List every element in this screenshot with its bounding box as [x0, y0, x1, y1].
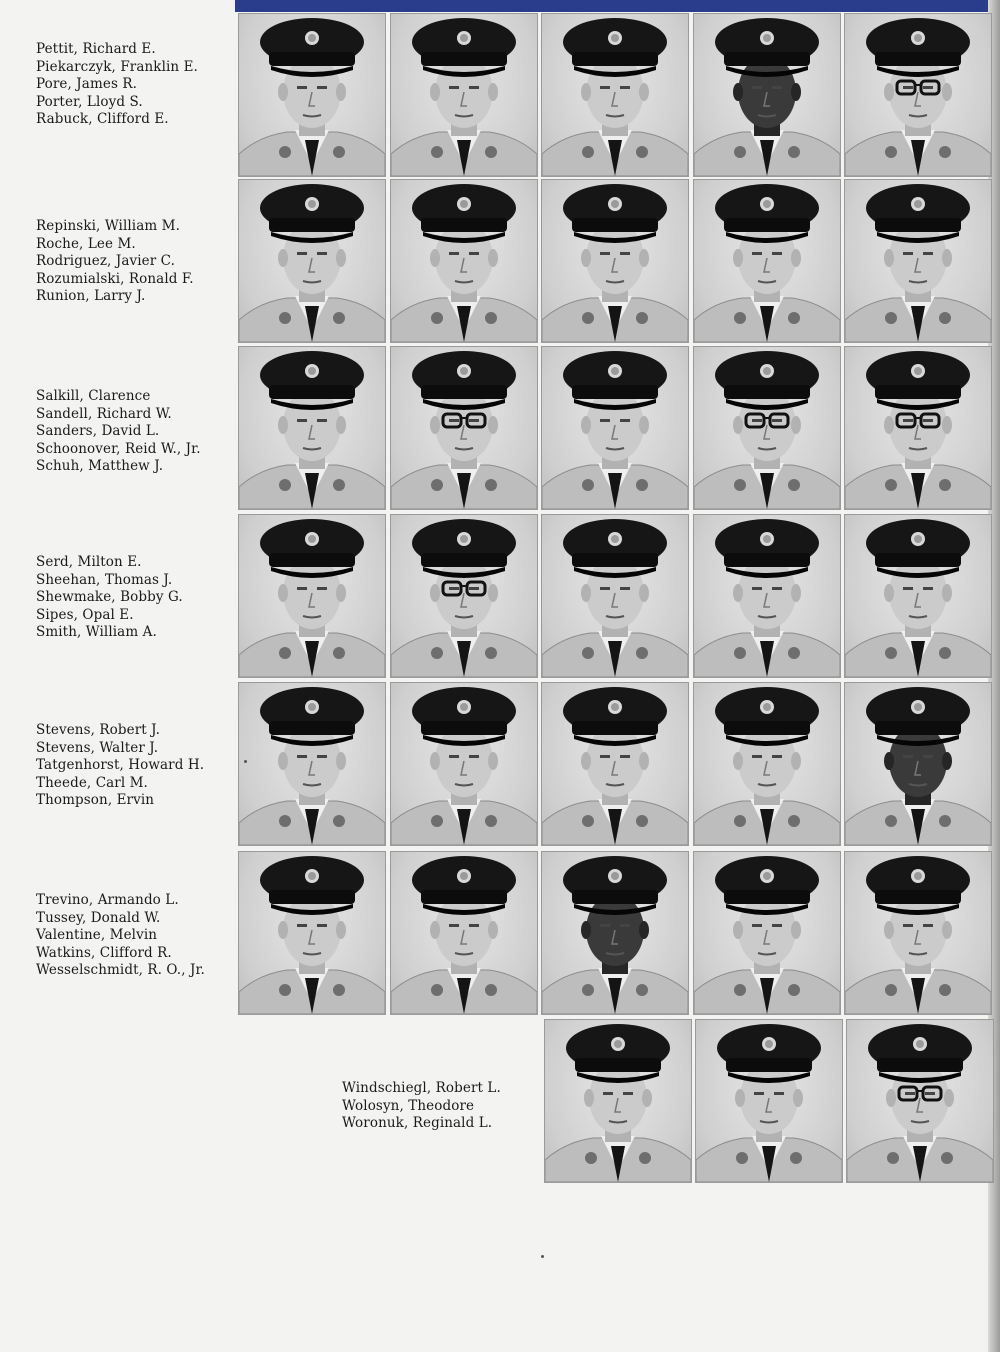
portrait-photo [693, 514, 841, 678]
name: Stevens, Walter J. [36, 739, 159, 756]
portrait-photo [238, 514, 386, 678]
name: Salkill, Clarence [36, 388, 151, 404]
name: Tussey, Donald W. [36, 909, 161, 926]
name: Runion, Larry J. [36, 288, 146, 305]
name-list-row-5 [36, 722, 204, 810]
portrait-photo [541, 851, 689, 1015]
name: Piekarczyk, Franklin E. [36, 58, 198, 75]
print-speck [541, 1255, 544, 1258]
name: Stevens, Robert J. [36, 722, 161, 738]
name: Sandell, Richard W. [36, 405, 172, 422]
name-list-row-4 [36, 554, 183, 642]
name-list-row-1 [36, 41, 198, 129]
portrait-photo [390, 851, 538, 1015]
portrait-photo [390, 514, 538, 678]
portrait-photo [846, 1019, 994, 1183]
portrait-photo [844, 682, 992, 846]
name: Sipes, Opal E. [36, 606, 134, 623]
portrait-photo [541, 13, 689, 177]
portrait-photo [238, 179, 386, 343]
name: Repinski, William M. [36, 218, 180, 234]
portrait-photo [844, 851, 992, 1015]
name-list-row-2 [36, 218, 194, 306]
portrait-photo [693, 179, 841, 343]
name: Wesselschmidt, R. O., Jr. [36, 962, 205, 979]
portrait-photo [541, 514, 689, 678]
portrait-photo [844, 179, 992, 343]
portrait-photo [238, 13, 386, 177]
portrait-photo [695, 1019, 843, 1183]
name: Wolosyn, Theodore [342, 1097, 475, 1114]
portrait-photo [390, 13, 538, 177]
name: Tatgenhorst, Howard H. [36, 757, 205, 774]
name: Woronuk, Reginald L. [342, 1115, 493, 1132]
name: Roche, Lee M. [36, 235, 136, 252]
portrait-photo [390, 346, 538, 510]
name: Pore, James R. [36, 76, 138, 93]
portrait-photo [541, 346, 689, 510]
name: Rabuck, Clifford E. [36, 111, 169, 128]
name: Schoonover, Reid W., Jr. [36, 440, 201, 457]
name: Sanders, David L. [36, 423, 160, 440]
page-top-edge [235, 0, 1000, 12]
name: Serd, Milton E. [36, 554, 142, 570]
portrait-photo [238, 682, 386, 846]
name: Smith, William A. [36, 624, 157, 641]
portrait-photo [693, 682, 841, 846]
name: Windschiegl, Robert L. [342, 1080, 501, 1096]
portrait-photo [844, 514, 992, 678]
portrait-photo [238, 346, 386, 510]
name: Rozumialski, Ronald F. [36, 270, 194, 287]
name-list-row-3 [36, 388, 201, 476]
portrait-photo [390, 179, 538, 343]
name: Valentine, Melvin [36, 927, 158, 944]
portrait-photo [844, 13, 992, 177]
name: Trevino, Armando L. [36, 892, 179, 908]
name-list-row-6 [36, 892, 205, 980]
portrait-photo [693, 851, 841, 1015]
portrait-photo [544, 1019, 692, 1183]
name-list-row-7 [342, 1080, 501, 1133]
print-speck [244, 760, 247, 763]
name: Schuh, Matthew J. [36, 458, 164, 475]
portrait-photo [693, 346, 841, 510]
name: Porter, Lloyd S. [36, 93, 143, 110]
portrait-photo [541, 682, 689, 846]
portrait-photo [390, 682, 538, 846]
name: Rodriguez, Javier C. [36, 253, 176, 270]
name: Watkins, Clifford R. [36, 944, 172, 961]
name: Theede, Carl M. [36, 774, 148, 791]
name: Sheehan, Thomas J. [36, 571, 173, 588]
portrait-photo [238, 851, 386, 1015]
portrait-photo [844, 346, 992, 510]
portrait-photo [541, 179, 689, 343]
name: Pettit, Richard E. [36, 41, 156, 57]
name: Shewmake, Bobby G. [36, 589, 183, 606]
portrait-photo [693, 13, 841, 177]
name: Thompson, Ervin [36, 792, 155, 809]
